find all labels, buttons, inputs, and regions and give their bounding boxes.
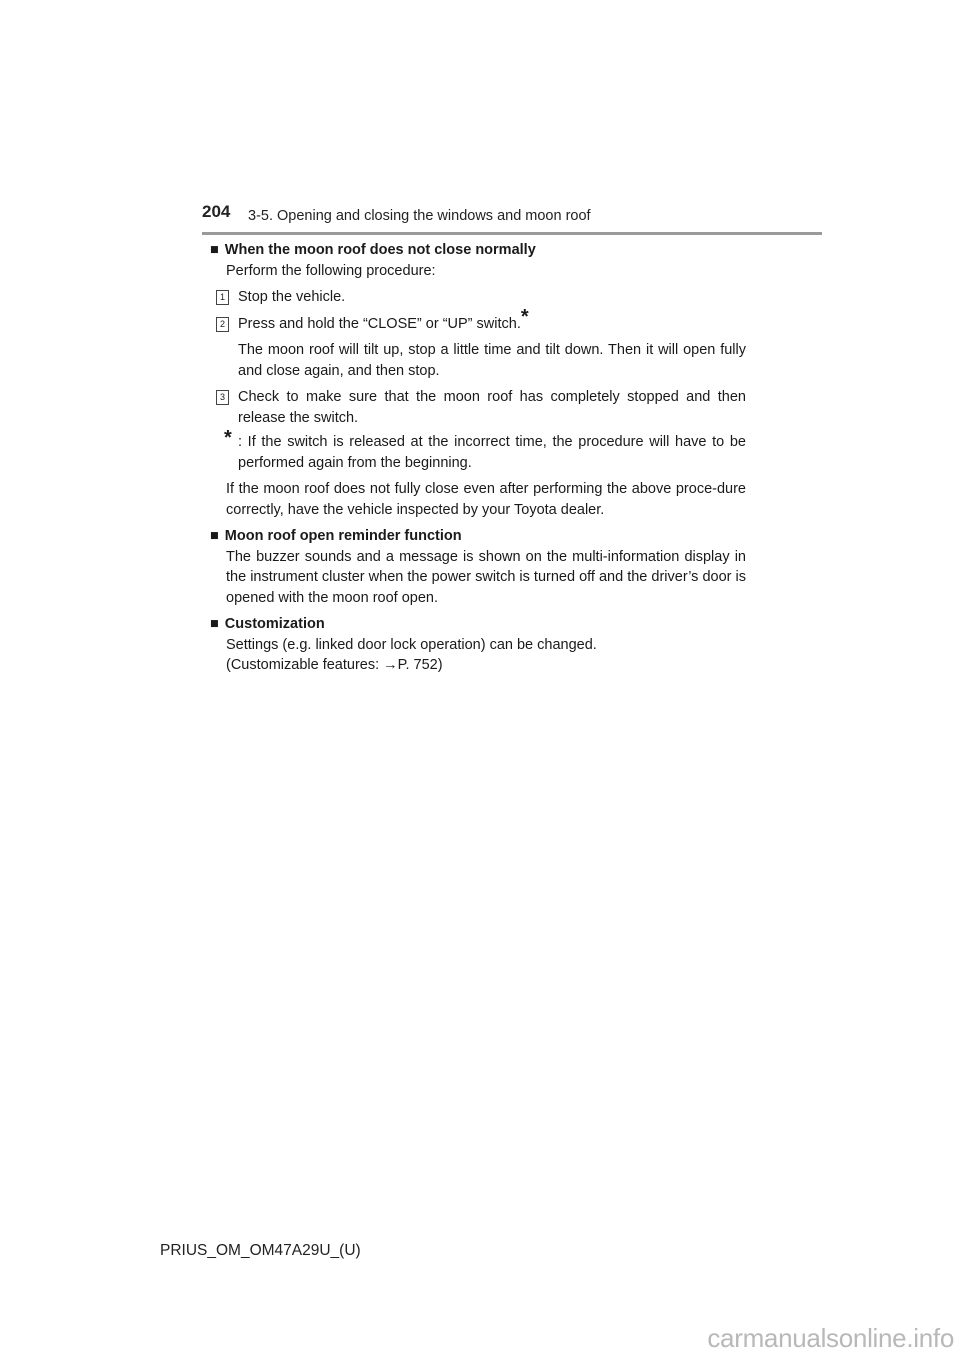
closing-paragraph: If the moon roof does not fully close even after performing the above proce-dure correctly, have the vehicle inspected by your Toyota dealer.	[226, 481, 746, 518]
step-2-detail: The moon roof will tilt up, stop a little time and tilt down. Then it will open fully and close again, and then stop.	[238, 342, 746, 379]
step-number-badge: 2	[216, 317, 229, 332]
page-number: 204	[202, 202, 231, 221]
heading-text: Customization	[224, 616, 325, 632]
step-2	[210, 305, 746, 335]
page-content	[210, 240, 746, 676]
heading-text: When the moon roof does not close normally	[224, 242, 536, 258]
square-bullet-icon: ■	[210, 242, 219, 258]
document-id: PRIUS_OM_OM47A29U_(U)	[160, 1242, 361, 1259]
square-bullet-icon: ■	[210, 528, 219, 544]
step-text: Check to make sure that the moon roof has completely stopped and then release the switch.	[238, 389, 746, 426]
footnote-asterisk: *	[224, 427, 232, 449]
section-heading-customization	[210, 614, 746, 635]
step-number-badge: 3	[216, 390, 229, 405]
footnote-text: : If the switch is released at the incorrect time, the procedure will have to be performed again from the beginning.	[238, 434, 746, 471]
step-text: Stop the vehicle.	[238, 289, 346, 305]
header-rule	[202, 232, 822, 235]
heading-text: Moon roof open reminder function	[224, 528, 462, 544]
step-number-badge: 1	[216, 290, 229, 305]
section-heading-moon-roof-not-close	[210, 240, 746, 261]
square-bullet-icon: ■	[210, 616, 219, 632]
step-2-text: Press and hold the “CLOSE” or “UP” switch.	[238, 315, 521, 332]
customization-body: Settings (e.g. linked door lock operation) can be changed.	[226, 636, 597, 653]
procedure-intro: Perform the following procedure:	[226, 262, 436, 279]
customization-reference-link[interactable]: (Customizable features: →P. 752)	[226, 657, 443, 673]
step-1	[210, 287, 746, 308]
section-heading-open-reminder	[210, 526, 746, 547]
reminder-body: The buzzer sounds and a message is shown on the multi-information display in the instrument cluster when the power switch is turned off and the driver’s door is opened with the moon roof open.	[226, 548, 746, 606]
watermark: carmanualsonline.info	[707, 1323, 954, 1353]
section-title: 3-5. Opening and closing the windows and moon roof	[248, 208, 591, 224]
step-text	[238, 305, 746, 335]
footnote	[210, 427, 746, 473]
footnote-asterisk: *	[520, 305, 529, 328]
step-3	[210, 387, 746, 428]
